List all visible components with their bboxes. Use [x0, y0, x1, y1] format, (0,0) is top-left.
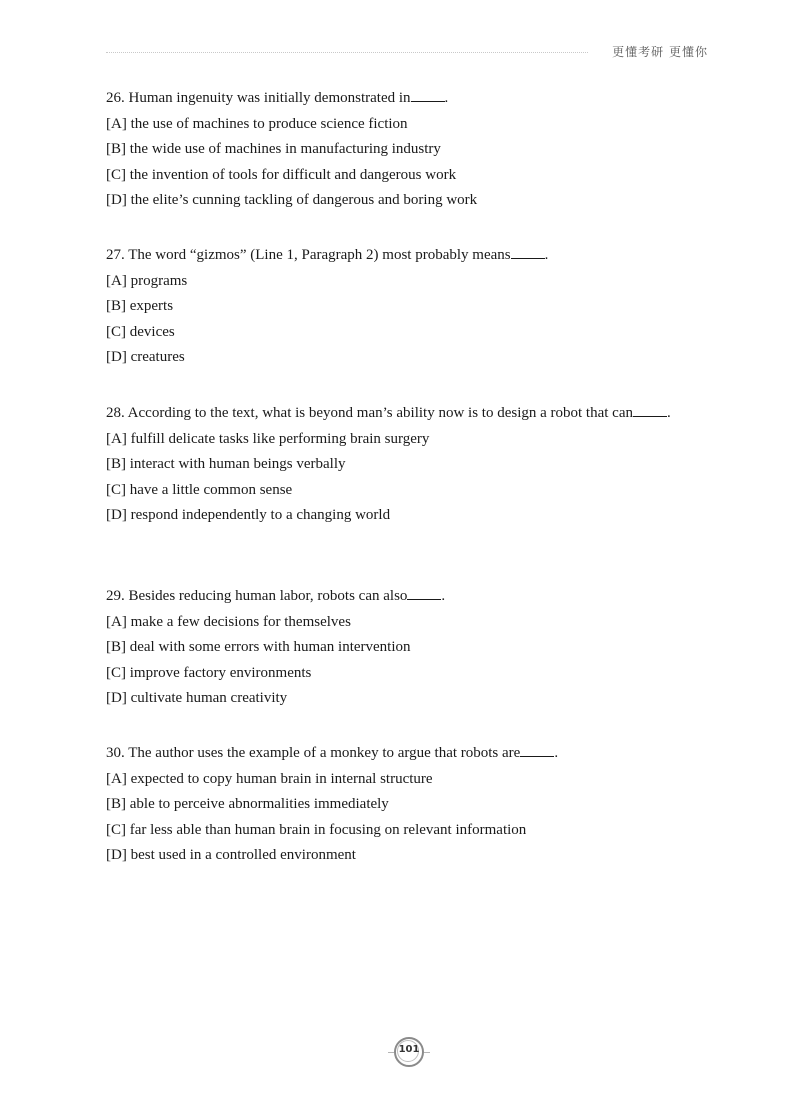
option-c: [C] improve factory environments — [106, 664, 312, 681]
page-number-badge — [394, 1037, 424, 1067]
option-d: [D] creatures — [106, 349, 185, 365]
option-c: [C] have a little common sense — [106, 481, 293, 498]
question-stem — [106, 584, 711, 610]
stem-text: 28. According to the text, what is beyond man’s ability now is to design a robot that can — [106, 405, 633, 421]
stem-end: . — [441, 588, 446, 604]
option-b: [B] interact with human beings verbally — [106, 456, 346, 472]
question-stem — [106, 401, 711, 427]
answer-blank — [407, 585, 441, 600]
option-c: [C] the invention of tools for difficult and dangerous work — [106, 166, 457, 183]
option-d: [D] cultivate human creativity — [106, 690, 288, 706]
option-a: [A] the use of machines to produce science fiction — [106, 115, 408, 132]
option-b: [B] able to perceive abnormalities immediately — [106, 796, 389, 812]
option-b: [B] the wide use of machines in manufacturing industry — [106, 141, 441, 157]
question-stem — [106, 86, 711, 112]
option-c: [C] devices — [106, 323, 175, 340]
option-a: [A] expected to copy human brain in internal structure — [106, 770, 433, 787]
stem-end: . — [544, 247, 549, 263]
stem-end: . — [444, 90, 449, 106]
stem-text: 26. Human ingenuity was initially demonstrated in — [106, 90, 411, 106]
stem-text: 27. The word “gizmos” (Line 1, Paragraph 2) most probably means — [106, 247, 511, 263]
stem-text: 29. Besides reducing human labor, robots can also — [106, 588, 408, 604]
stem-text: 30. The author uses the example of a monkey to argue that robots are — [106, 745, 521, 761]
page-number: 101 — [398, 1044, 420, 1055]
stem-end: . — [554, 745, 559, 761]
option-d: [D] the elite’s cunning tackling of dangerous and boring work — [106, 192, 478, 208]
answer-blank — [633, 402, 667, 417]
option-a: [A] programs — [106, 272, 188, 289]
answer-blank — [411, 87, 445, 102]
page-number-dash-right — [424, 1052, 430, 1053]
option-a: [A] make a few decisions for themselves — [106, 613, 351, 630]
question-stem — [106, 741, 711, 767]
question-30 — [106, 741, 711, 869]
answer-blank — [511, 244, 545, 259]
question-29 — [106, 584, 711, 712]
question-26 — [106, 86, 711, 214]
option-d: [D] respond independently to a changing world — [106, 507, 391, 523]
question-27 — [106, 243, 711, 371]
stem-end: . — [667, 405, 671, 421]
header-rule — [106, 52, 588, 53]
header-slogan: 更懂考研 更懂你 — [612, 45, 708, 59]
option-b: [B] experts — [106, 298, 174, 314]
question-28 — [106, 401, 711, 529]
option-d: [D] best used in a controlled environment — [106, 847, 356, 863]
answer-blank — [520, 742, 554, 757]
question-stem — [106, 243, 711, 269]
option-b: [B] deal with some errors with human intervention — [106, 639, 411, 655]
option-c: [C] far less able than human brain in focusing on relevant information — [106, 821, 527, 838]
option-a: [A] fulfill delicate tasks like performing brain surgery — [106, 430, 430, 447]
